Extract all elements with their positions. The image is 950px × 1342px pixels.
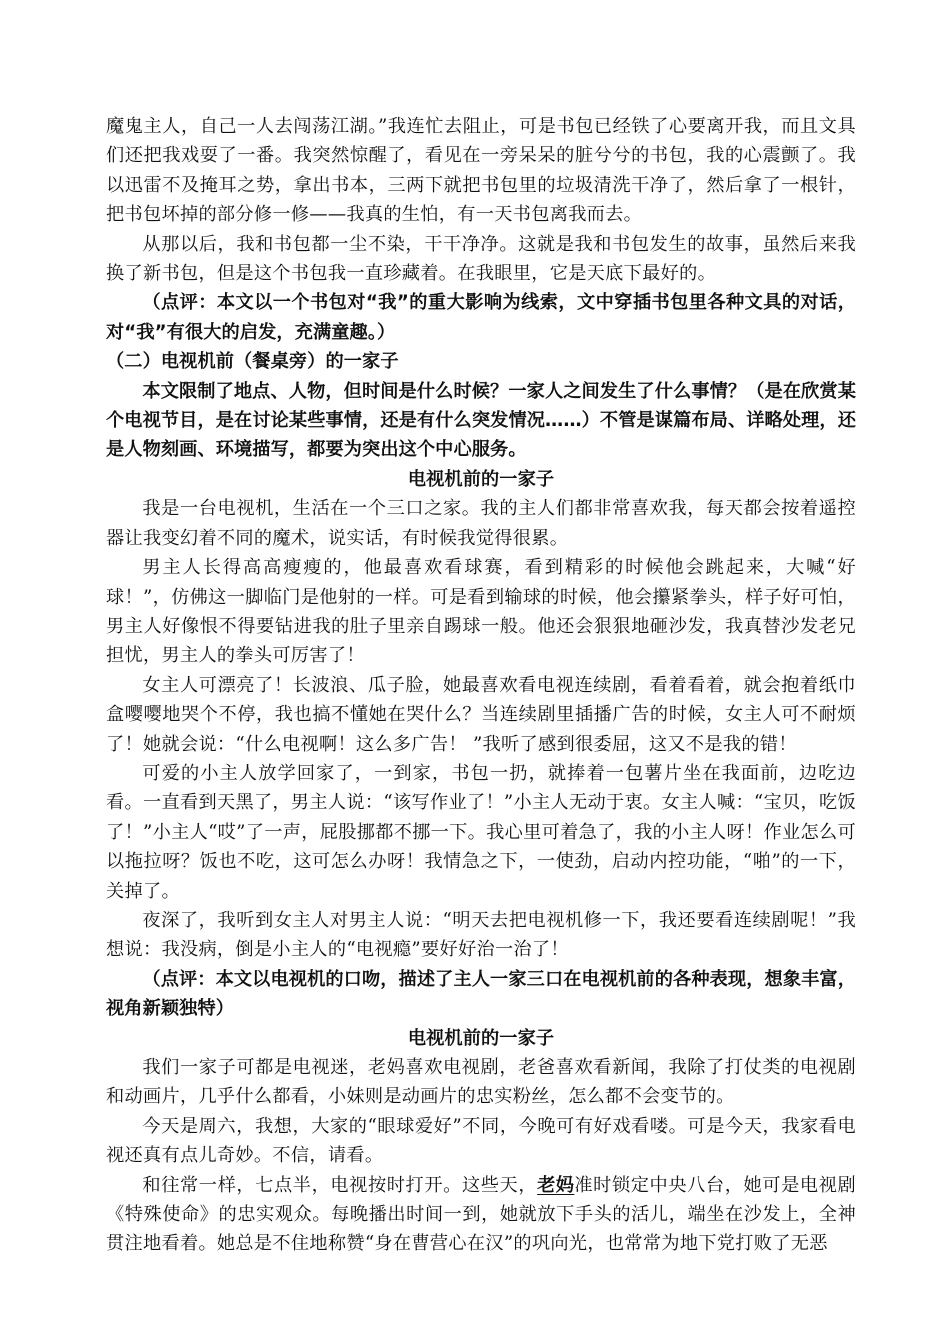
essay1-paragraph-4: 可爱的小主人放学回家了，一到家，书包一扔，就捧着一包薯片坐在我面前，边吃边看。一直看到天黑了，男主人说：“该写作业了！”小主人无动于衷。女主人喊：“宝贝，吃饭了！”小主人“哎”了一声，屁股挪都不挪一下。我心里可着急了，我的小主人呀！作业怎么可以拖拉呀？饭也不吃，这可怎么办呀！我情急之下，一使劲，启动内控功能，“啪”的一下，关掉了。 bbox=[106, 762, 856, 902]
essay2-p3-start: 和往常一样，七点半，电视按时打开。这些天， bbox=[142, 1174, 538, 1196]
section2-guide: 本文限制了地点、人物，但时间是什么时候？一家人之间发生了什么事情？（是在欣赏某个电视节目，是在讨论某些事情，还是有什么突发情况……）不管是谋篇布局、详略处理，还是人物刻画、环境描写，都要为突出这个中心服务。 bbox=[106, 380, 856, 461]
essay2-title: 电视机前的一家子 bbox=[407, 1027, 555, 1049]
essay1-comment: （点评：本文以电视机的口吻，描述了主人一家三口在电视机前的各种表现，想象丰富，视角新颖独特） bbox=[106, 968, 856, 1020]
essay1-paragraph-3: 女主人可漂亮了！长波浪、瓜子脸，她最喜欢看电视连续剧，看着看着，就会抱着纸巾盒嘤嘤地哭个不停，我也搞不懂她在哭什么？当连续剧里插播广告的时候，女主人可不耐烦了！她就会说：“什么电视啊！这么多广告！ ”我听了感到很委屈，这又不是我的错！ bbox=[106, 674, 856, 755]
essay1-title: 电视机前的一家子 bbox=[407, 468, 555, 490]
underlined-mom: 老妈 bbox=[537, 1174, 575, 1196]
story1-paragraph-2: 从那以后，我和书包都一尘不染，干干净净。这就是我和书包发生的故事，虽然后来我换了新书包，但是这个书包我一直珍藏着。在我眼里，它是天底下最好的。 bbox=[106, 233, 856, 285]
essay1-paragraph-2: 男主人长得高高瘦瘦的，他最喜欢看球赛，看到精彩的时候他会跳起来，大喊“好球！”，仿佛这一脚临门是他射的一样。可是看到输球的时候，他会攥紧拳头，样子好可怕，男主人好像恨不得要钻进我的肚子里亲自踢球一般。他还会狠狠地砸沙发，我真替沙发老兄担忧，男主人的拳头可厉害了！ bbox=[106, 557, 856, 667]
essay2-paragraph-3 bbox=[106, 1171, 856, 1259]
story1-comment: （点评：本文以一个书包对“我”的重大影响为线索，文中穿插书包里各种文具的对话，对“我”有很大的启发，充满童趣。） bbox=[106, 292, 856, 343]
story1-paragraph-1: 魔鬼主人，自己一人去闯荡江湖。”我连忙去阻止，可是书包已经铁了心要离开我，而且文具们还把我戏耍了一番。我突然惊醒了，看见在一旁呆呆的脏兮兮的书包，我的心震颤了。我以迅雷不及掩耳之势，拿出书本，三两下就把书包里的垃圾清洗干净了，然后拿了一根针，把书包坏掉的部分修一修——我真的生怕，有一天书包离我而去。 bbox=[106, 116, 856, 226]
essay2-paragraph-2: 今天是周六，我想，大家的“眼球爱好”不同，今晚可有好戏看喽。可是今天，我家看电视还真有点儿奇妙。不信，请看。 bbox=[106, 1115, 856, 1167]
document-page bbox=[106, 112, 856, 1259]
essay1-paragraph-1: 我是一台电视机，生活在一个三口之家。我的主人们都非常喜欢我，每天都会按着遥控器让我变幻着不同的魔术，说实话，有时候我觉得很累。 bbox=[106, 498, 856, 549]
essay2-paragraph-1: 我们一家子可都是电视迷，老妈喜欢电视剧，老爸喜欢看新闻，我除了打仗类的电视剧和动画片，几乎什么都看，小妹则是动画片的忠实粉丝，怎么都不会变节的。 bbox=[106, 1057, 856, 1108]
essay1-paragraph-5: 夜深了，我听到女主人对男主人说：“明天去把电视机修一下，我还要看连续剧呢！”我想说：我没病，倒是小主人的“电视瘾”要好好治一治了！ bbox=[106, 909, 856, 961]
essay2-p3-rest: 准时锁定中央八台，她可是电视剧《特殊使命》的忠实观众。每晚播出时间一到，她就放下手头的活儿，端坐在沙发上，全神贯注地看着。她总是不住地称赞“身在曹营心在汉”的巩向光，也常常为地下党打败了无恶 bbox=[106, 1174, 856, 1255]
section2-heading: （二）电视机前（餐桌旁）的一家子 bbox=[106, 351, 399, 373]
